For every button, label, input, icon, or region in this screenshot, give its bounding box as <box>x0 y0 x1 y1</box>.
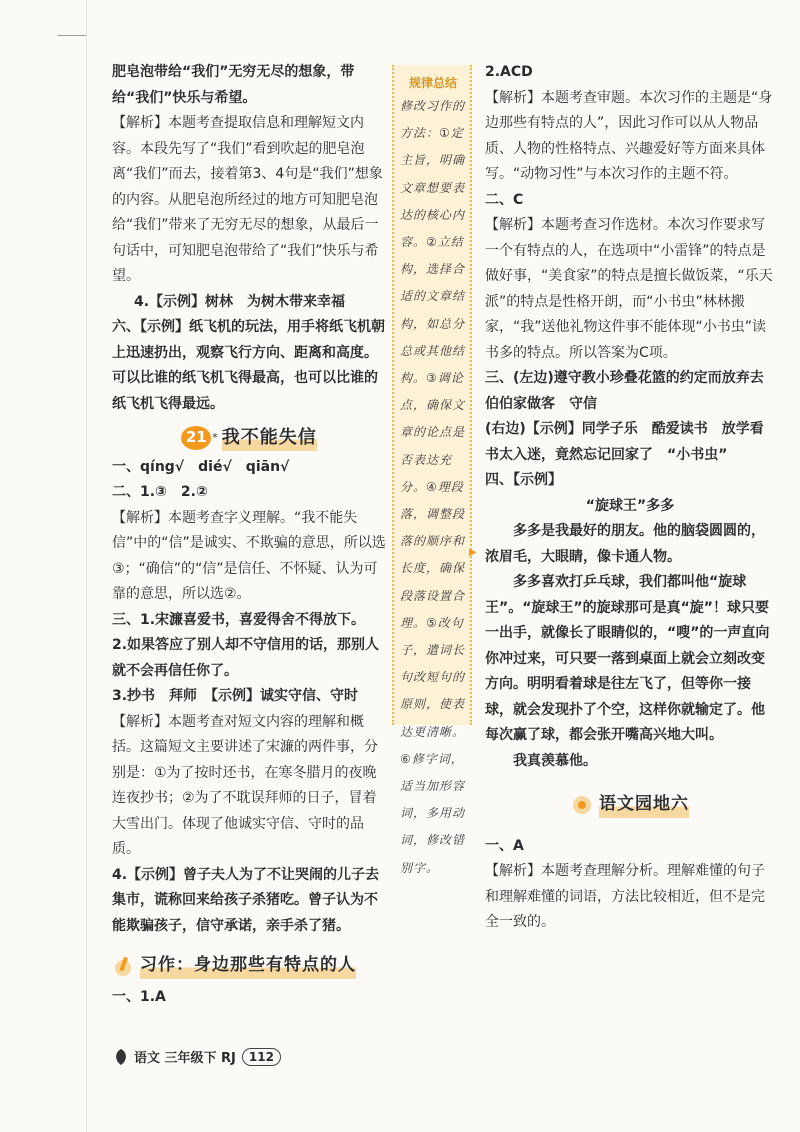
answer-text: (右边)【示例】同学子乐 酷爱读书 放学看书太入迷，竟然忘记回家了 “小书虫” <box>485 421 764 463</box>
flower-icon <box>571 794 593 816</box>
book-label: 语文 三年级下 RJ <box>134 1051 236 1066</box>
header-rule <box>58 35 86 36</box>
page-footer <box>112 1047 281 1066</box>
answer-text: 3.抄书 拜师 【示例】诚实守信、守时 <box>112 688 359 704</box>
pencil-icon <box>112 955 134 977</box>
answer-text: 一、1.A <box>112 988 166 1005</box>
answer-text: 一、A <box>485 837 524 854</box>
section-heading <box>112 953 386 979</box>
section-heading <box>485 792 775 818</box>
answer-text: 三、(左边)遵守教小珍叠花篮的约定而放弃去伯伯家做客 守信 <box>485 370 764 412</box>
answer-text: 三、1.宋濂喜爱书，喜爱得舍不得放下。 <box>112 611 366 628</box>
analysis-text: 【解析】本题考查理解分析。理解难懂的句子和理解难懂的词语，方法比较相近，但不是完全一致的。 <box>485 863 765 930</box>
section-title: 习作：身边那些有特点的人 <box>140 953 356 979</box>
analysis-text: 【解析】本题考查对短文内容的理解和概括。这篇短文主要讲述了宋濂的两件事，分别是：①为了按时还书，在寒冬腊月的夜晚连夜抄书；②为了不耽误拜师的日子，冒着大雪出门。体现了他诚实守信、守时的品质。 <box>112 713 378 857</box>
answer-text: 四、【示例】 <box>485 472 562 488</box>
leaf-icon <box>112 1048 130 1066</box>
tip-title: 规律总结 <box>408 76 457 90</box>
answer-text: 肥皂泡带给“我们”无穷无尽的想象，带给“我们”快乐与希望。 <box>112 64 355 106</box>
answer-text: 2.如果答应了别人却不守信用的话，那别人就不会再信任你了。 <box>112 637 380 679</box>
lesson-number-badge: 21 <box>181 426 211 450</box>
answer-text: 二、C <box>485 191 524 208</box>
right-column <box>485 60 775 936</box>
page-number: 112 <box>242 1048 281 1066</box>
page-fold-line <box>86 0 87 1132</box>
tip-body: 修改习作的方法：①定主旨，明确文章想要表达的核心内容。②立结构，选择合适的文章结构，如总分总或其他结构。③调论点，确保文章的论点是否表达充分。④理段落，调整段落的顺序和长度，确保段落设置合理。⑤改句子，遣词长句改短句的原则，使表达更清晰。⑥修字词，适当加形容词，多用动词，修改错别字。 <box>400 99 466 875</box>
answer-text: 六、【示例】纸飞机的玩法，用手将纸飞机朝上迅速扔出，观察飞行方向、距离和高度。可以比谁的纸飞机飞得最高，也可以比谁的纸飞机飞得最远。 <box>112 319 385 412</box>
pointer-arrow-icon: ▶ <box>469 547 477 558</box>
tip-sidebar <box>392 65 472 875</box>
answer-text: 4.【示例】树林 为树木带来幸福 <box>134 293 346 310</box>
story-paragraph: 多多喜欢打乒乓球，我们都叫他“旋球王”。“旋球王”的旋球那可是真“旋”！球只要一出手，就像长了眼睛似的，“嗖”的一声直向你冲过来，可只要一落到桌面上就会立刻改变方向。明明看着球是往左飞了，但等你一接球，就会发现扑了个空，这样你就输定了。他每次赢了球，都会张开嘴高兴地大叫。 <box>485 574 770 743</box>
story-paragraph: 多多是我最好的朋友。他的脑袋圆圆的，浓眉毛，大眼睛，像卡通人物。 <box>485 523 765 565</box>
lesson-title: 我不能失信 <box>222 425 317 451</box>
story-title: “旋球王”多多 <box>585 497 675 514</box>
section-title: 语文园地六 <box>599 792 689 818</box>
lesson-heading <box>112 425 386 451</box>
analysis-text: 【解析】本题考查审题。本次习作的主题是“身边那些有特点的人”，因此习作可以从人物品质、人物的性格特点、兴趣爱好等方面来具体写。“动物习性”与本次习作的主题不符。 <box>485 89 773 182</box>
answer-text: 4.【示例】曾子夫人为了不让哭闹的儿子去集市，谎称回来给孩子杀猪吃。曾子认为不能欺骗孩子，信守承诺，亲手杀了猪。 <box>112 866 380 934</box>
answer-text: 二、1.③ 2.② <box>112 484 208 500</box>
answer-text: 一、qíng√ dié√ qiān√ <box>112 458 290 475</box>
optional-star: * <box>212 431 218 444</box>
analysis-text: 【解析】本题考查字义理解。“我不能失信”中的“信”是诚实、不欺骗的意思，所以选③；“确信”的“信”是信任、不怀疑、认为可靠的意思，所以选②。 <box>112 509 386 602</box>
answer-text: 2.ACD <box>485 64 533 80</box>
analysis-text: 【解析】本题考查习作选材。本次习作要求写一个有特点的人，在选项中“小雷锋”的特点是做好事，“美食家”的特点是擅长做饭菜，“乐天派”的特点是性格开朗，而“小书虫”林林搬家，“我”送他礼物这件事不能体现“小书虫”读书多的特点。所以答案为C项。 <box>485 217 773 361</box>
left-column <box>112 60 386 1010</box>
story-paragraph: 我真羡慕他。 <box>513 752 597 769</box>
analysis-text: 【解析】本题考查提取信息和理解短文内容。本段先写了“我们”看到吹起的肥皂泡离“我们”而去，接着第3、4句是“我们”想象的内容。从肥皂泡所经过的地方可知肥皂泡给“我们”带来了无穷无尽的想象，从最后一句话中，可知肥皂泡带给了“我们”快乐与希望。 <box>112 115 383 284</box>
